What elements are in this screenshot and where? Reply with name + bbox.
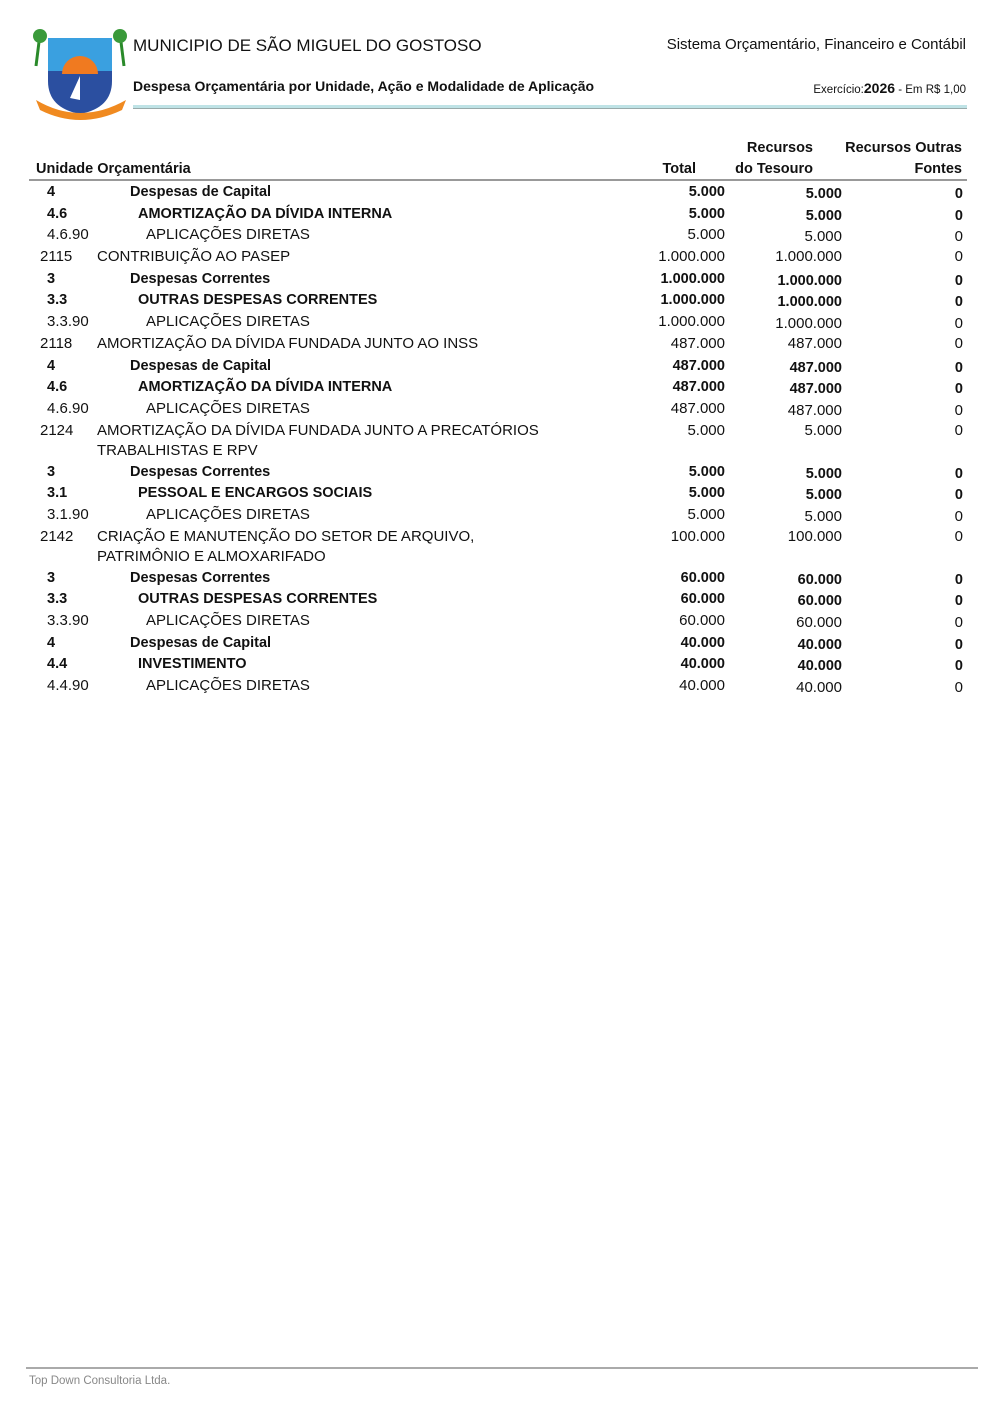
row-total: 487.000 [672, 357, 725, 374]
exercise-info [813, 80, 966, 96]
row-total: 40.000 [679, 677, 725, 695]
row-label: Despesas Correntes [130, 270, 271, 287]
row-tesouro: 5.000 [805, 487, 842, 504]
table-row [29, 267, 967, 289]
row-total: 40.000 [680, 634, 725, 651]
row-label: APLICAÇÕES DIRETAS [146, 313, 310, 331]
row-outras: 0 [954, 507, 963, 525]
table-row [29, 332, 967, 354]
row-tesouro: 5.000 [804, 507, 842, 525]
table-row [29, 354, 967, 376]
row-label: INVESTIMENTO [138, 656, 247, 673]
footer-company: Top Down Consultoria Ltda. [29, 1375, 171, 1387]
table-body [29, 180, 967, 696]
row-tesouro: 40.000 [796, 679, 842, 697]
col-tesouro-2: do Tesouro [735, 161, 813, 177]
row-total: 5.000 [687, 505, 725, 523]
row-label: APLICAÇÕES DIRETAS [146, 505, 310, 523]
row-outras: 0 [954, 593, 963, 610]
row-total: 1.000.000 [660, 292, 725, 309]
row-label: AMORTIZAÇÃO DA DÍVIDA INTERNA [138, 205, 393, 222]
table-row [29, 419, 967, 460]
municipality-name: MUNICIPIO DE SÃO MIGUEL DO GOSTOSO [133, 36, 482, 55]
row-tesouro: 60.000 [796, 614, 842, 631]
table-row [29, 503, 967, 525]
table-row [29, 631, 967, 653]
row-tesouro: 1.000.000 [775, 315, 842, 333]
row-outras: 0 [954, 359, 963, 376]
report-title: Despesa Orçamentária por Unidade, Ação e Modalidade de Aplicação [133, 78, 595, 94]
row-outras: 0 [954, 465, 963, 482]
row-outras: 0 [954, 294, 963, 311]
row-code: 3 [47, 270, 56, 287]
row-total: 5.000 [688, 184, 725, 200]
row-outras: 0 [954, 679, 963, 697]
row-total: 60.000 [679, 612, 725, 629]
municipal-coat-of-arms-logo [32, 26, 130, 120]
table-row [29, 587, 967, 609]
row-tesouro: 1.000.000 [777, 294, 842, 311]
row-code: 4.6 [47, 205, 68, 222]
row-label: Despesas Correntes [130, 569, 271, 586]
row-outras: 0 [954, 228, 963, 246]
row-outras: 0 [954, 401, 963, 419]
footer-divider [26, 1367, 978, 1369]
row-code: 3.3.90 [47, 313, 89, 331]
row-code: 4 [47, 357, 56, 374]
row-total: 5.000 [687, 421, 725, 439]
row-total: 487.000 [672, 379, 725, 396]
table-row [29, 525, 967, 566]
row-label: OUTRAS DESPESAS CORRENTES [138, 591, 378, 608]
row-label: Despesas de Capital [130, 357, 272, 374]
row-code: 2124 [40, 421, 74, 439]
row-label: Despesas Correntes [130, 463, 271, 480]
row-tesouro: 40.000 [797, 636, 842, 653]
row-code: 4.6.90 [47, 226, 89, 244]
row-total: 5.000 [688, 205, 725, 222]
col-unit: Unidade Orçamentária [36, 161, 191, 177]
table-row [29, 375, 967, 397]
row-tesouro: 40.000 [797, 658, 842, 675]
row-total: 487.000 [670, 334, 725, 352]
row-code: 4.6 [47, 379, 68, 396]
row-outras: 0 [954, 248, 963, 266]
col-outras-1: Recursos Outras [845, 140, 962, 156]
row-label: APLICAÇÕES DIRETAS [146, 399, 310, 417]
row-tesouro: 60.000 [797, 571, 842, 588]
row-total: 40.000 [680, 656, 725, 673]
row-code: 2115 [40, 248, 73, 266]
row-total: 60.000 [680, 591, 725, 608]
exercise-year: 2026 [863, 80, 896, 96]
row-label: AMORTIZAÇÃO DA DÍVIDA FUNDADA JUNTO A PRECATÓRIOS TRABALHISTAS E RPV [97, 421, 539, 459]
row-outras: 0 [954, 658, 963, 675]
row-tesouro: 5.000 [804, 421, 842, 439]
table-row [29, 609, 967, 631]
table-row [29, 288, 967, 310]
row-tesouro: 5.000 [805, 465, 842, 482]
row-outras: 0 [954, 614, 963, 631]
row-tesouro: 100.000 [787, 527, 842, 545]
row-code: 4.4.90 [47, 677, 89, 695]
table-row [29, 245, 967, 267]
row-label: OUTRAS DESPESAS CORRENTES [138, 292, 378, 309]
row-tesouro: 5.000 [805, 186, 842, 202]
table-row [29, 180, 967, 202]
row-label: AMORTIZAÇÃO DA DÍVIDA INTERNA [138, 379, 393, 396]
table-row [29, 397, 967, 419]
exercise-label: Exercício: [813, 84, 864, 96]
table-row [29, 481, 967, 503]
row-tesouro: 5.000 [805, 207, 842, 224]
row-code: 3 [47, 569, 56, 586]
row-code: 4.6.90 [47, 399, 89, 417]
row-outras: 0 [954, 272, 963, 289]
row-tesouro: 487.000 [789, 381, 842, 398]
table-row [29, 674, 967, 696]
row-code: 2142 [40, 527, 74, 545]
row-tesouro: 1.000.000 [775, 248, 842, 266]
row-outras: 0 [954, 186, 963, 202]
row-tesouro: 487.000 [787, 401, 842, 419]
row-code: 3.3 [47, 591, 68, 608]
system-name: Sistema Orçamentário, Financeiro e Contábil [666, 36, 966, 53]
row-outras: 0 [954, 315, 963, 333]
row-code: 3.1 [47, 485, 68, 502]
row-code: 3.1.90 [47, 505, 89, 523]
row-code: 4 [47, 634, 56, 651]
row-code: 2118 [40, 334, 73, 352]
row-code: 3 [47, 463, 56, 480]
col-tesouro-1: Recursos [746, 140, 813, 156]
row-outras: 0 [954, 334, 963, 352]
row-total: 1.000.000 [658, 248, 725, 266]
table-row [29, 460, 967, 482]
row-code: 3.3 [47, 292, 68, 309]
row-label: APLICAÇÕES DIRETAS [146, 612, 310, 629]
row-total: 1.000.000 [660, 270, 725, 287]
row-tesouro: 487.000 [789, 359, 842, 376]
row-label: Despesas de Capital [130, 634, 272, 651]
row-outras: 0 [954, 421, 963, 439]
table-row [29, 652, 967, 674]
row-outras: 0 [954, 381, 963, 398]
row-outras: 0 [954, 527, 963, 545]
col-outras-2: Fontes [914, 161, 962, 177]
row-label: CRIAÇÃO E MANUTENÇÃO DO SETOR DE ARQUIVO, PATRIMÔNIO E ALMOXARIFADO [97, 527, 475, 565]
row-label: CONTRIBUIÇÃO AO PASEP [97, 248, 291, 266]
table-row [29, 202, 967, 224]
table-row [29, 310, 967, 332]
row-code: 4.4 [47, 656, 68, 673]
row-label: Despesas de Capital [130, 184, 272, 200]
row-outras: 0 [954, 487, 963, 504]
row-label: AMORTIZAÇÃO DA DÍVIDA FUNDADA JUNTO AO INSS [97, 334, 479, 352]
row-tesouro: 5.000 [804, 228, 842, 246]
row-label: APLICAÇÕES DIRETAS [146, 226, 310, 244]
row-total: 100.000 [670, 527, 725, 545]
row-total: 1.000.000 [658, 313, 725, 331]
row-outras: 0 [954, 571, 963, 588]
row-code: 3.3.90 [47, 612, 89, 629]
row-tesouro: 487.000 [787, 334, 842, 352]
row-tesouro: 60.000 [797, 593, 842, 610]
row-tesouro: 1.000.000 [777, 272, 842, 289]
table-header [29, 138, 967, 181]
row-code: 4 [47, 184, 56, 200]
table-row [29, 223, 967, 245]
row-label: PESSOAL E ENCARGOS SOCIAIS [138, 485, 373, 502]
table-row [29, 566, 967, 588]
row-total: 5.000 [688, 485, 725, 502]
header-divider [133, 105, 967, 109]
row-outras: 0 [954, 207, 963, 224]
currency-note: - Em R$ 1,00 [895, 84, 966, 96]
row-total: 60.000 [680, 569, 725, 586]
row-outras: 0 [954, 636, 963, 653]
col-total: Total [662, 161, 696, 177]
row-label: APLICAÇÕES DIRETAS [146, 677, 310, 695]
row-total: 5.000 [688, 463, 725, 480]
row-total: 5.000 [687, 226, 725, 244]
row-total: 487.000 [670, 399, 725, 417]
